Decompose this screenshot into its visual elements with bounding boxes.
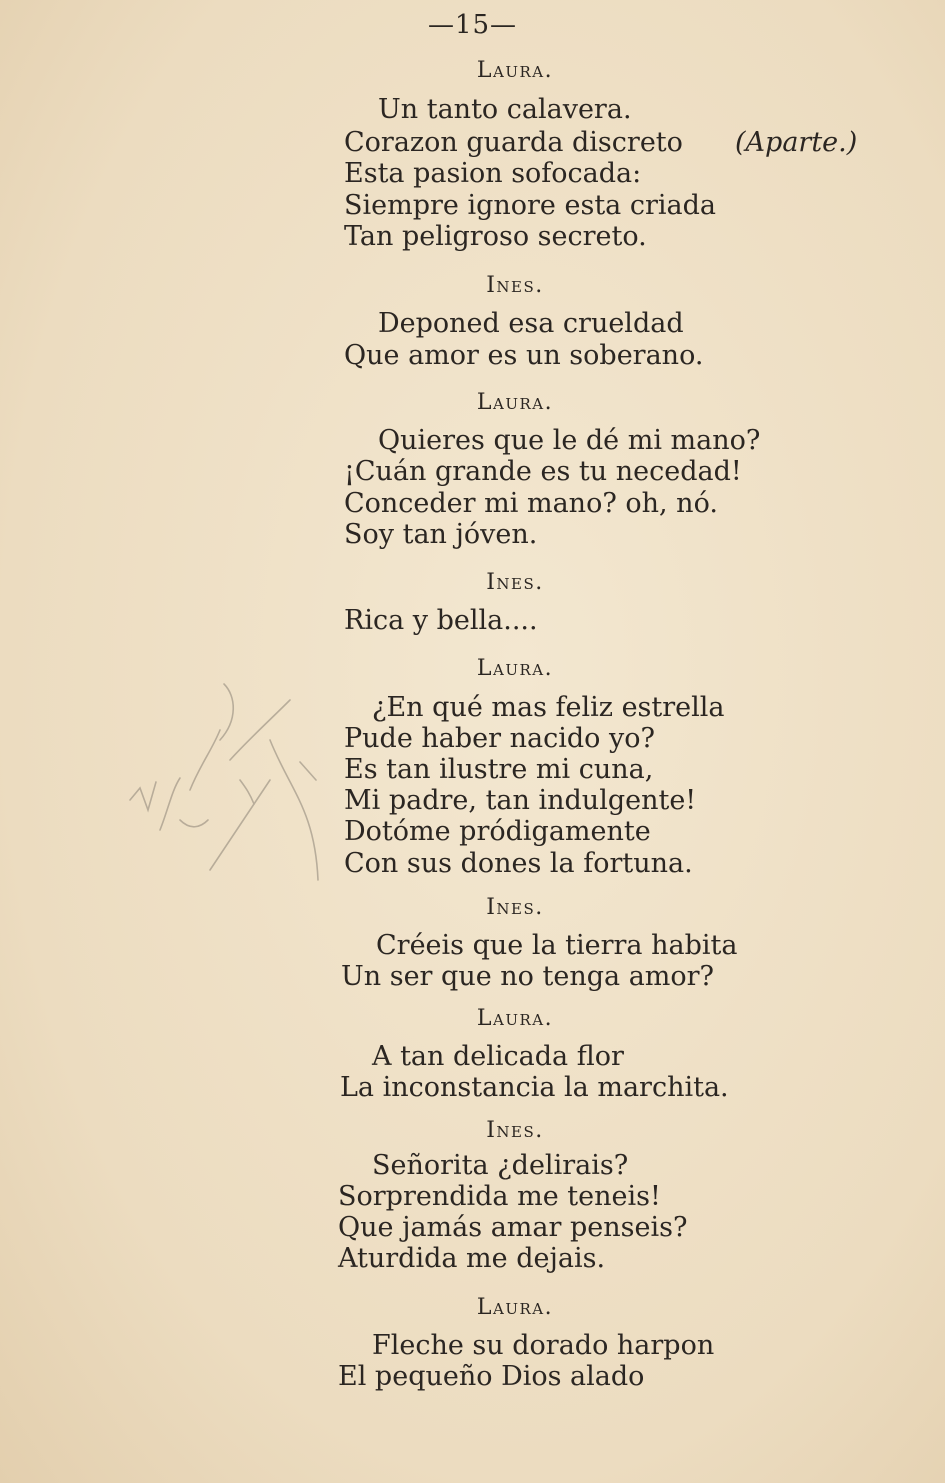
verse-line: Es tan ilustre mi cuna, bbox=[344, 754, 654, 785]
speaker-name: Laura. bbox=[476, 1295, 554, 1320]
speaker-name: Laura. bbox=[476, 390, 554, 415]
verse-line: Aturdida me dejais. bbox=[338, 1243, 606, 1274]
speaker-name: Ines. bbox=[486, 1118, 544, 1143]
verse-line: Esta pasion sofocada: bbox=[344, 158, 642, 189]
verse-line: Quieres que le dé mi mano? bbox=[378, 425, 761, 456]
speaker-name: Laura. bbox=[476, 1006, 554, 1031]
verse-line: Pude haber nacido yo? bbox=[344, 723, 655, 754]
verse-line: Un ser que no tenga amor? bbox=[341, 961, 715, 992]
verse-line: Dotóme pródigamente bbox=[344, 816, 651, 847]
verse-line: Señorita ¿delirais? bbox=[372, 1150, 629, 1181]
verse-line: Sorprendida me teneis! bbox=[338, 1181, 661, 1212]
verse-line: Conceder mi mano? oh, nó. bbox=[344, 488, 718, 519]
speaker-name: Ines. bbox=[486, 570, 544, 595]
verse-line: Siempre ignore esta criada bbox=[344, 190, 717, 221]
verse-line: Mi padre, tan indulgente! bbox=[344, 785, 697, 816]
speaker-name: Laura. bbox=[476, 656, 554, 681]
verse-line: Créeis que la tierra habita bbox=[376, 930, 738, 961]
verse-line: A tan delicada flor bbox=[372, 1041, 624, 1072]
verse-line: ¿En qué mas feliz estrella bbox=[372, 692, 725, 723]
verse-line: Rica y bella.... bbox=[344, 605, 538, 636]
speaker-name: Ines. bbox=[486, 895, 544, 920]
verse-line: Soy tan jóven. bbox=[344, 519, 538, 550]
verse-line: Que amor es un soberano. bbox=[344, 340, 704, 371]
verse-line: El pequeño Dios alado bbox=[338, 1361, 645, 1392]
verse-line: Deponed esa crueldad bbox=[378, 308, 684, 339]
verse-line: La inconstancia la marchita. bbox=[340, 1072, 729, 1103]
verse-line: Con sus dones la fortuna. bbox=[344, 848, 693, 879]
verse-line: Tan peligroso secreto. bbox=[344, 221, 647, 252]
verse-line: ¡Cuán grande es tu necedad! bbox=[344, 456, 742, 487]
stage-direction: (Aparte.) bbox=[735, 127, 858, 158]
verse-line: Fleche su dorado harpon bbox=[372, 1330, 715, 1361]
speaker-name: Laura. bbox=[476, 58, 554, 83]
speaker-name: Ines. bbox=[486, 273, 544, 298]
verse-line: Que jamás amar penseis? bbox=[338, 1212, 688, 1243]
verse-line: Corazon guarda discreto bbox=[344, 127, 683, 158]
verse-line: Un tanto calavera. bbox=[378, 94, 632, 125]
page-number: —15— bbox=[427, 10, 518, 40]
pencil-scribble-mark bbox=[120, 670, 330, 890]
